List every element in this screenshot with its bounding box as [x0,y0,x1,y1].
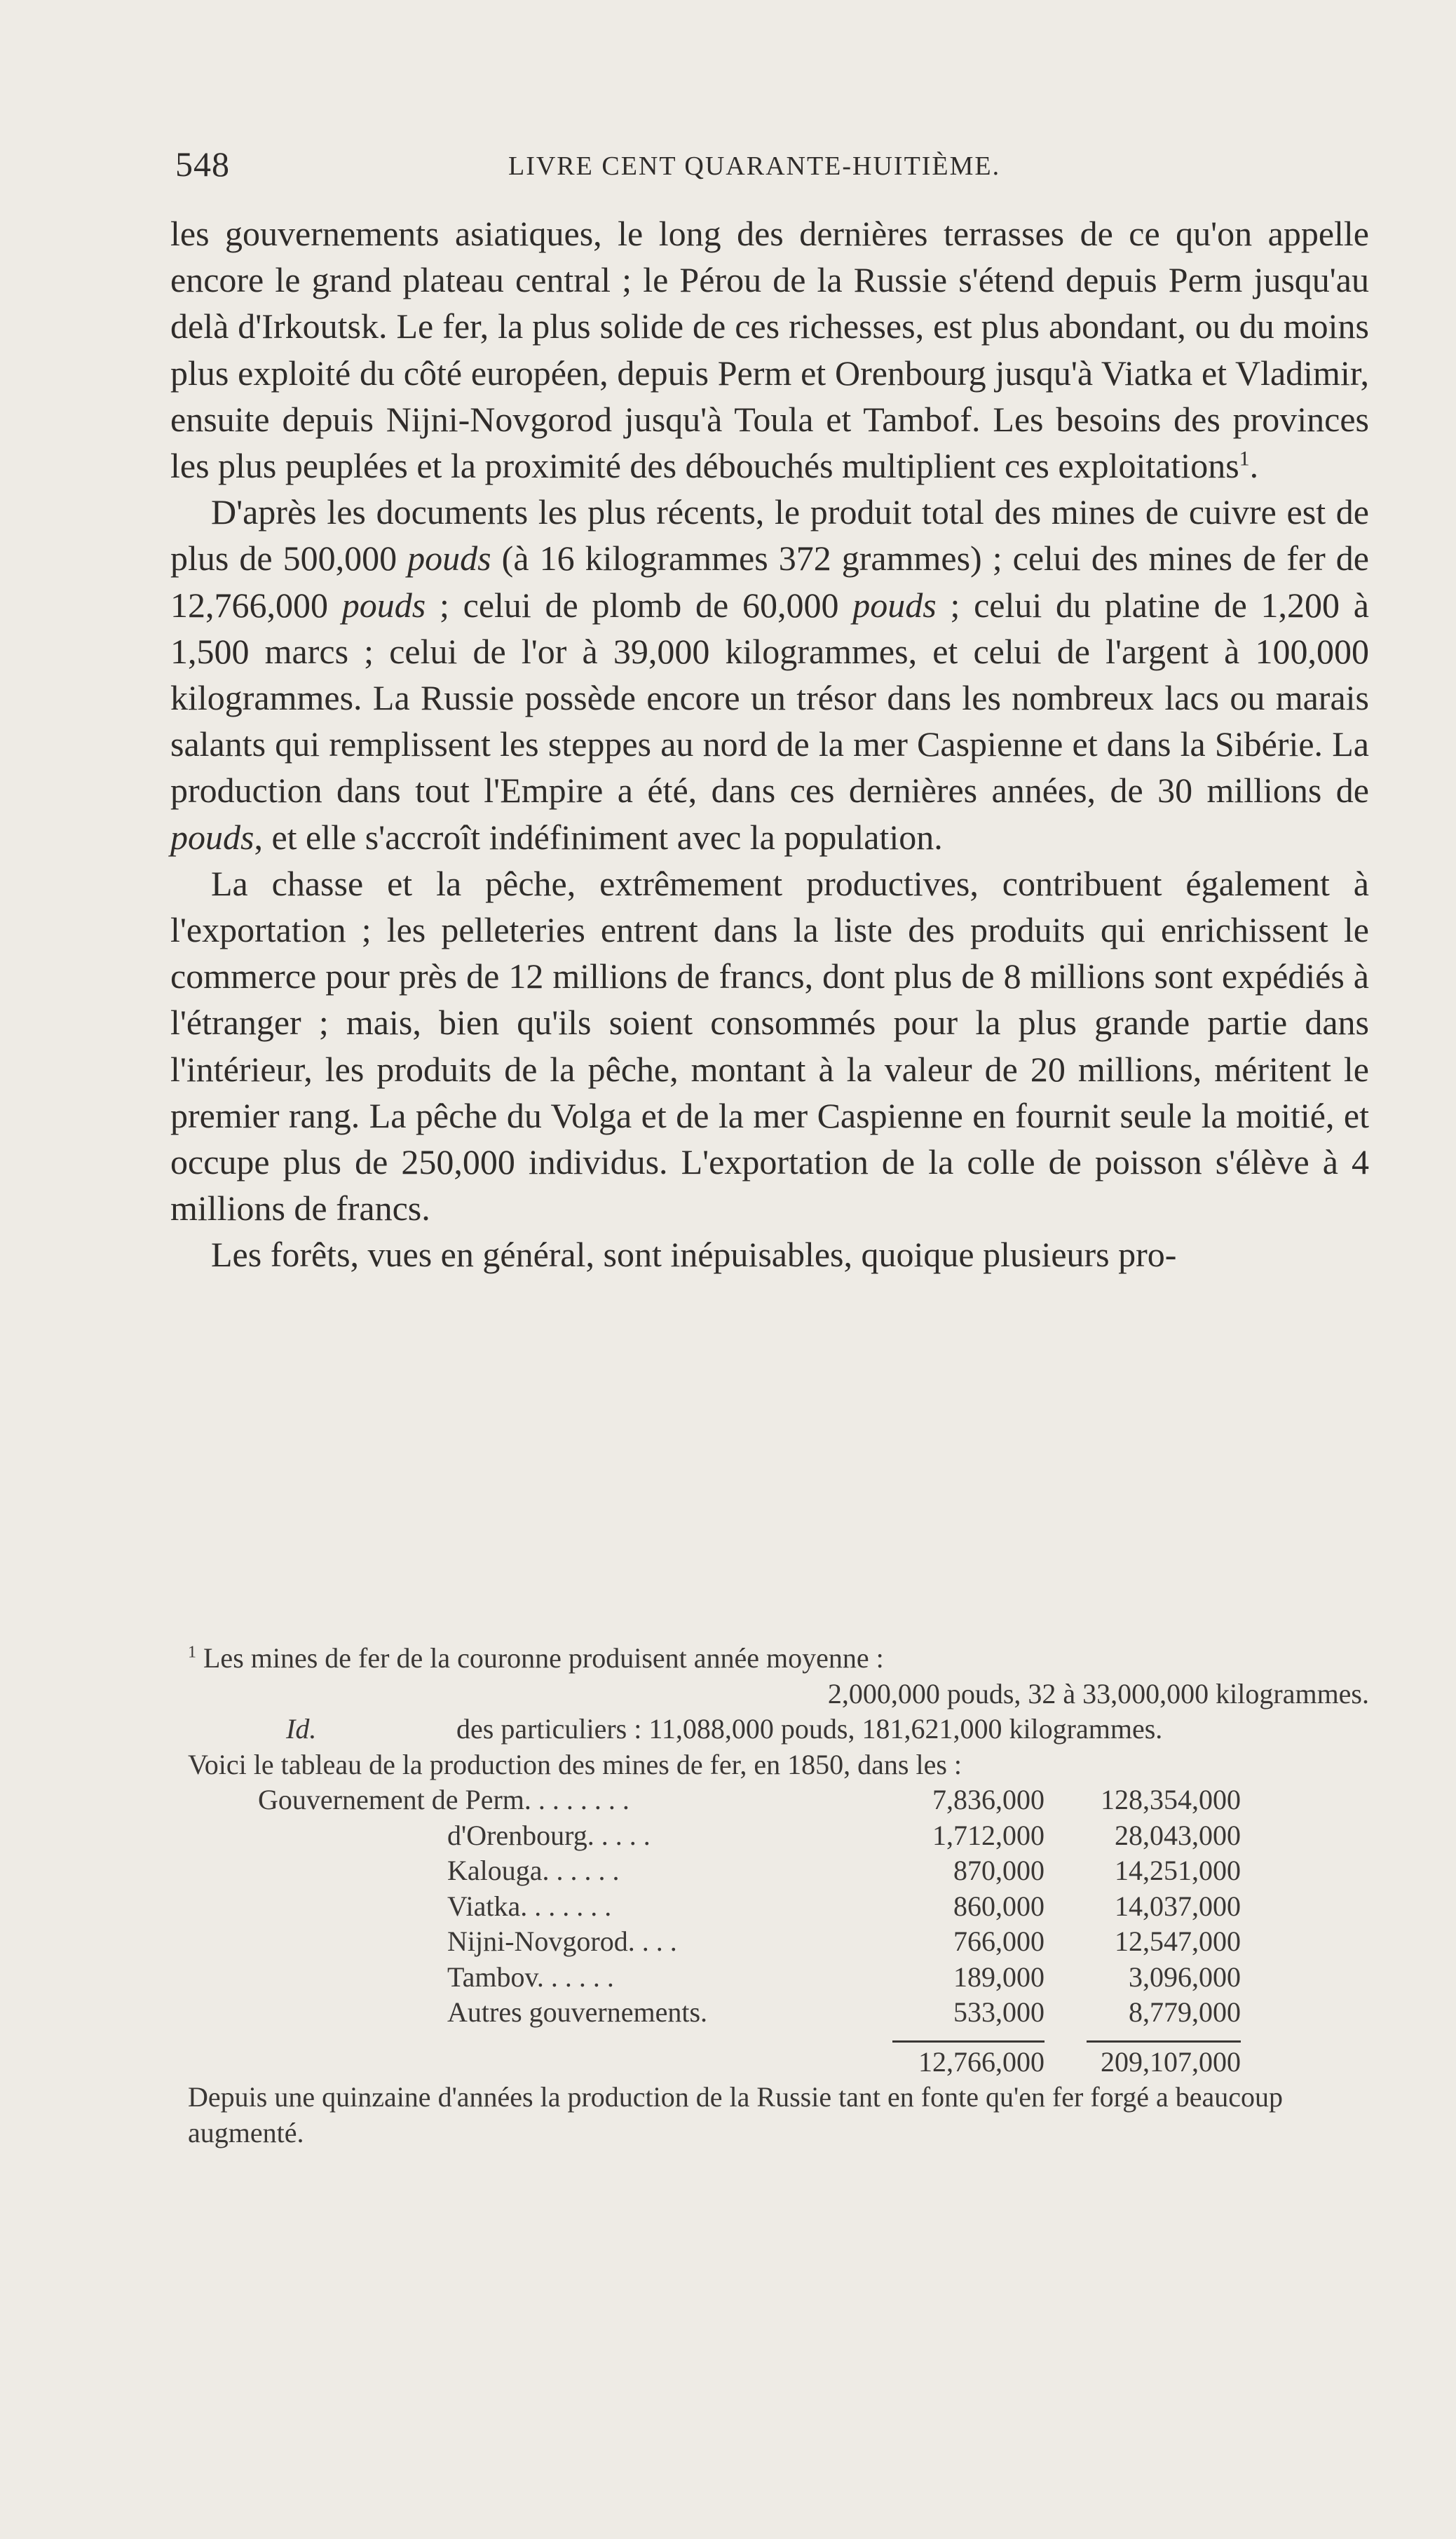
row-name: Gouvernement de Perm. . . . . . . . [258,1784,630,1815]
italic-unit: pouds [852,585,937,625]
paragraph-4: Les forêts, vues en général, sont inépuisables, quoique plusieurs pro- [211,1235,1177,1275]
row-poods: 189,000 [953,1961,1045,1993]
totals-row [188,2045,1241,2080]
row-kg: 28,043,000 [1115,1819,1241,1851]
footnote-line-1 [188,1641,1369,1677]
footnote-line-2: 2,000,000 pouds, 32 à 33,000,000 kilogrammes. [827,1677,1369,1709]
footnote-text: des particuliers : 11,088,000 pouds, 181,621,000 kilogrammes. [456,1713,1163,1745]
paragraph-text: (à 16 kilogrammes 372 grammes) ; celui des mines de fer de 12,766,000 [170,539,1369,625]
row-name: Nijni-Novgorod. . . . [447,1925,677,1957]
row-kg: 3,096,000 [1129,1961,1241,1993]
row-kg: 12,547,000 [1115,1925,1241,1957]
total-rule [1087,2040,1241,2043]
running-head: LIVRE CENT QUARANTE-HUITIÈME. [508,151,1001,181]
total-kg: 209,107,000 [1101,2045,1241,2078]
id-label: Id. [286,1713,317,1745]
paragraph-text-end: . [1249,446,1259,486]
footnote-closing: Depuis une quinzaine d'années la production de la Russie tant en fonte qu'en fer forgé a beaucoup augmenté. [188,2081,1284,2148]
table-row [188,1782,1241,1818]
iron-production-table [188,1782,1241,2080]
row-poods: 870,000 [953,1855,1045,1886]
row-name: Viatka. . . . . . . [447,1890,612,1922]
paragraph-text: les gouvernements asiatiques, le long des dernières terrasses de ce qu'on appelle encore le grand plateau central ; le Pérou de la Russie s'étend depuis Perm jusqu'au delà d'Irkoutsk. Le fer, la plus solide de ces richesses, est plus abondant, ou du moins plus exploité du côté européen, depuis Perm et Orenbourg jusqu'à Viatka et Vladimir, ensuite depuis Nijni-Novgorod jusqu'à Toula et Tambof. Les besoins des provinces les plus peuplées et la proximité des débouchés multiplient ces exploitations [170,214,1369,486]
row-poods: 860,000 [953,1890,1045,1922]
row-poods: 533,000 [953,1996,1045,2028]
total-rule-row [188,2031,1241,2045]
italic-unit: pouds [341,585,426,625]
total-rule [892,2040,1045,2043]
footnote-text: Les mines de fer de la couronne produisent année moyenne : [203,1642,884,1674]
footnote-marker: 1 [188,1643,196,1662]
row-poods: 766,000 [953,1925,1045,1957]
total-poods: 12,766,000 [918,2045,1045,2078]
paragraph-text: ; celui de plomb de 60,000 [426,585,853,625]
footnote-reference: 1 [1239,447,1250,470]
paragraph-text: D'après les documents les plus récents, le produit total des mines de cuivre est de plus de 500,000 [170,492,1369,578]
row-kg: 14,037,000 [1115,1890,1241,1922]
table-row [188,1853,1241,1889]
row-name: Autres gouvernements. [447,1996,708,2028]
table-intro: Voici le tableau de la production des mines de fer, en 1850, dans les : [188,1748,962,1780]
italic-unit: pouds [407,539,491,578]
paragraph-1 [170,210,1369,489]
paragraph-2 [170,489,1369,860]
table-row [188,1818,1241,1854]
table-row [188,1995,1241,2031]
table-row [188,1889,1241,1925]
row-name: d'Orenbourg. . . . . [447,1819,651,1851]
row-kg: 128,354,000 [1101,1784,1241,1815]
row-poods: 1,712,000 [932,1819,1045,1851]
footnote-line-3 [188,1712,1369,1747]
paragraph-text: , et elle s'accroît indéfiniment avec la population. [254,817,943,857]
main-text [170,210,1369,1278]
row-kg: 8,779,000 [1129,1996,1241,2028]
paragraph-3: La chasse et la pêche, extrêmement productives, contribuent également à l'exportation ; les pelleteries entrent dans la liste des produits qui enrichissent le commerce pour près de 12 millions de francs, dont plus de 8 millions sont expédiés à l'étranger ; mais, bien qu'ils soient consommés pour la plus grande partie dans l'intérieur, les produits de la pêche, montant à la valeur de 20 millions, méritent le premier rang. La pêche du Volga et de la mer Caspienne en fournit seule la moitié, et occupe plus de 250,000 individus. L'exportation de la colle de poisson s'élève à 4 millions de francs. [170,863,1369,1228]
row-poods: 7,836,000 [932,1784,1045,1815]
row-kg: 14,251,000 [1115,1855,1241,1886]
row-name: Tambov. . . . . . [447,1961,614,1993]
table-row [188,1924,1241,1960]
footnote [188,1641,1369,2151]
italic-unit: pouds [170,817,254,857]
page-header [161,144,1367,193]
table-row [188,1960,1241,1996]
paragraph-text: ; celui du platine de 1,200 à 1,500 marcs ; celui de l'or à 39,000 kilogrammes, et celui de l'argent à 100,000 kilogrammes. La Russie possède encore un trésor dans les nombreux lacs ou marais salants qui remplissent les steppes au nord de la mer Caspienne et dans la Sibérie. La production dans tout l'Empire a été, dans ces dernières années, de 30 millions de [170,585,1370,811]
row-name: Kalouga. . . . . . [447,1855,620,1886]
page-number: 548 [175,144,230,184]
